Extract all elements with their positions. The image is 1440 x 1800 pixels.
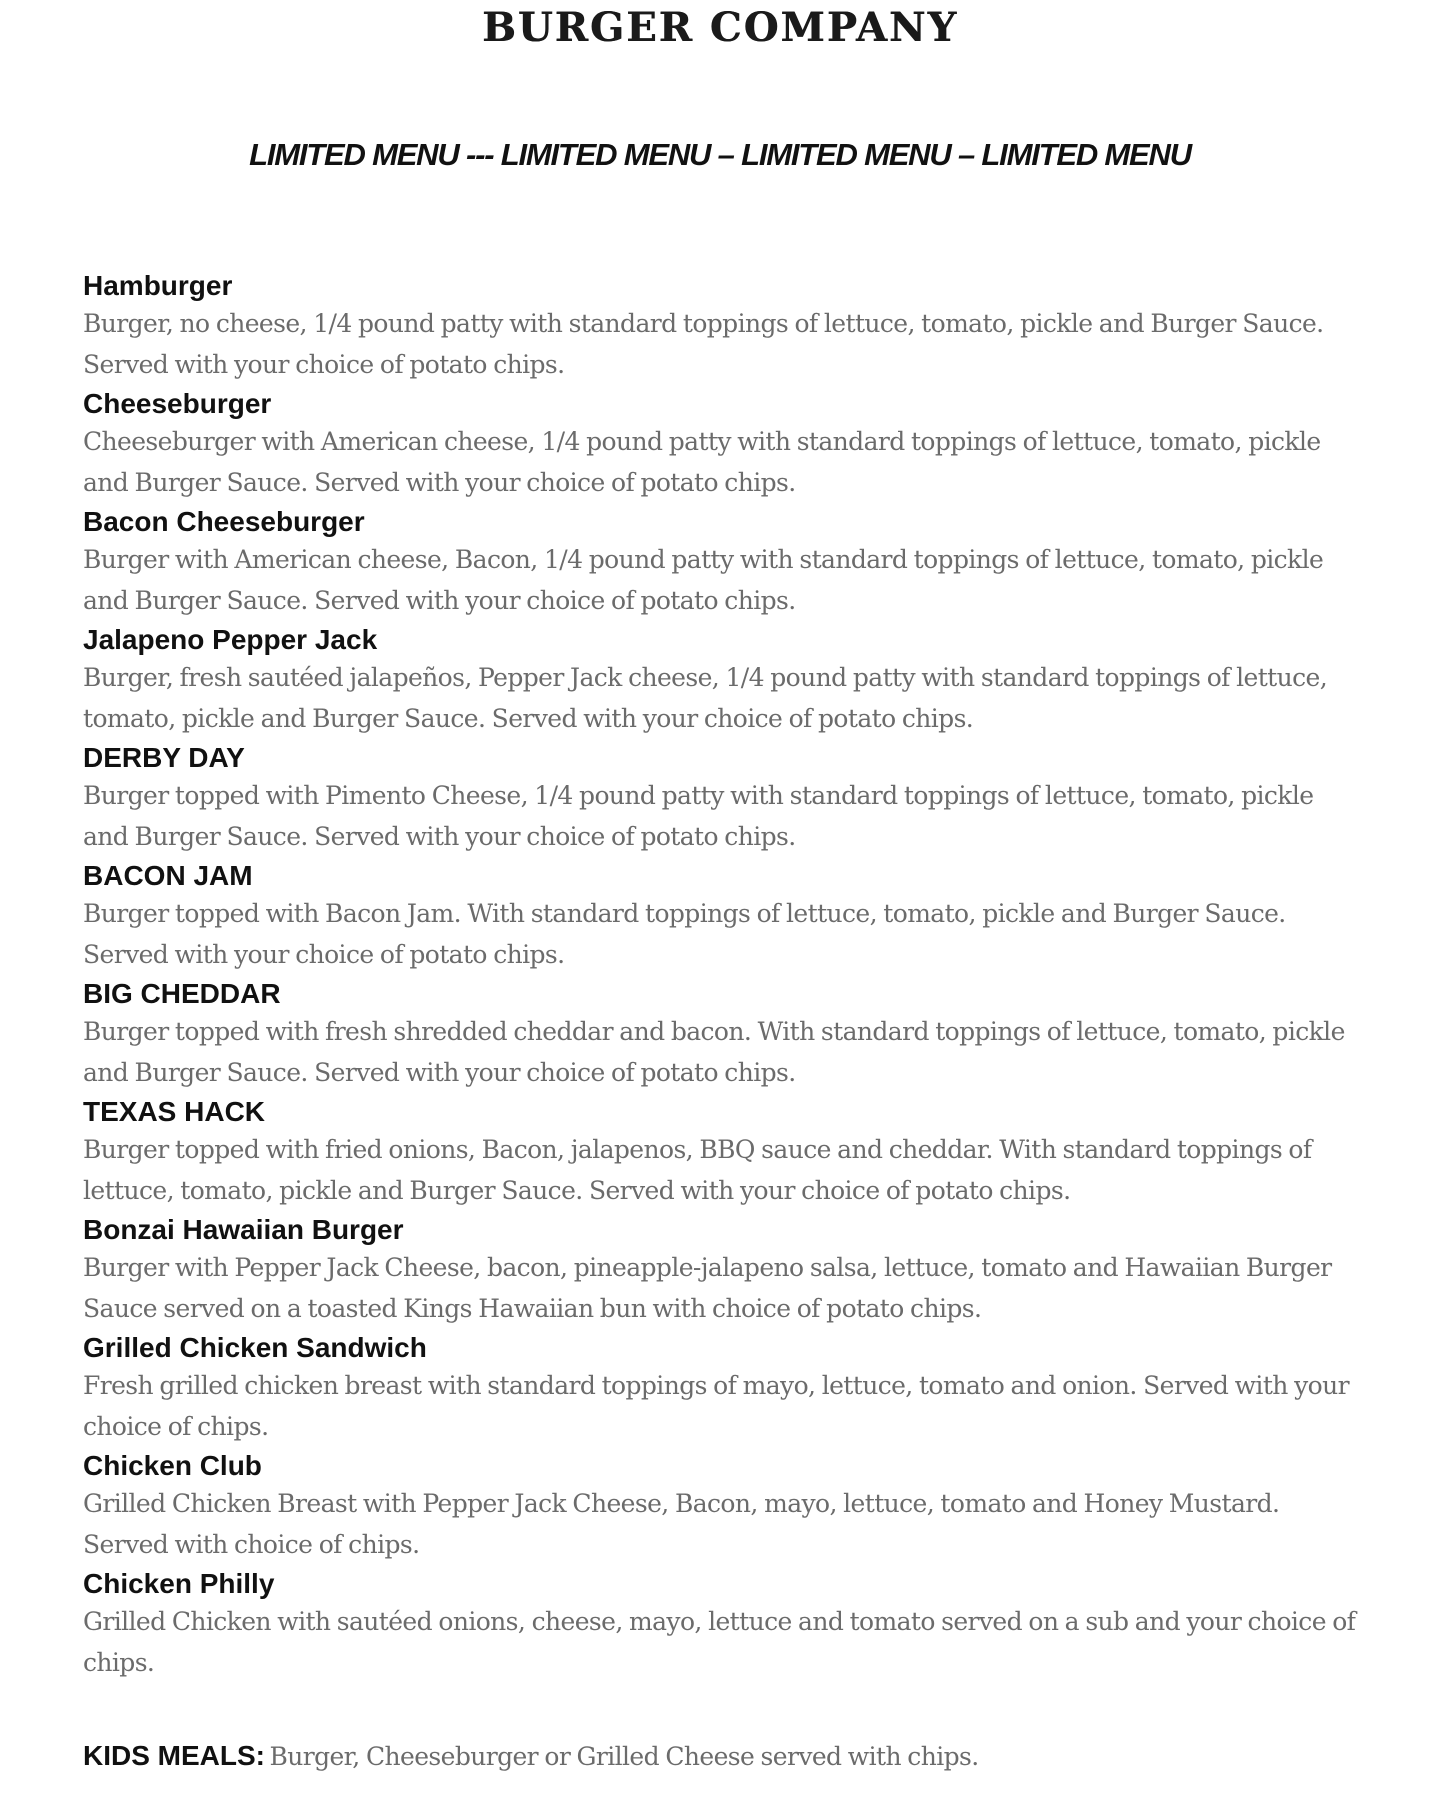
menu-item	[83, 1565, 1363, 1683]
kids-meals-label: KIDS MEALS:	[83, 1740, 265, 1771]
menu-item-name: DERBY DAY	[83, 742, 245, 773]
brand-title: BURGER COMPANY	[481, 4, 959, 51]
menu-item	[83, 1093, 1363, 1211]
menu-item-name: Jalapeno Pepper Jack	[83, 624, 378, 655]
menu-item-name: TEXAS HACK	[83, 1096, 266, 1127]
menu-item	[83, 267, 1363, 385]
menu-item-description: Fresh grilled chicken breast with standard toppings of mayo, lettuce, tomato and onion. Served with your choice of chips.	[83, 1371, 1349, 1441]
menu-item-name: Chicken Philly	[83, 1568, 275, 1599]
menu-item-description: Burger topped with Pimento Cheese, 1/4 pound patty with standard toppings of lettuce, tomato, pickle and Burger Sauce. Served with your choice of potato chips.	[83, 781, 1314, 851]
menu-item-name: Chicken Club	[83, 1450, 262, 1481]
menu-item	[83, 1211, 1363, 1329]
menu-list	[83, 267, 1363, 1683]
menu-item-description: Burger, no cheese, 1/4 pound patty with standard toppings of lettuce, tomato, pickle and Burger Sauce. Served with your choice of potato chips.	[83, 309, 1324, 379]
kids-meals-description: Burger, Cheeseburger or Grilled Cheese served with chips.	[269, 1742, 979, 1771]
menu-item	[83, 1329, 1363, 1447]
menu-item-description: Burger with Pepper Jack Cheese, bacon, pineapple-jalapeno salsa, lettuce, tomato and Hawaiian Burger Sauce served on a toasted Kings Hawaiian bun with choice of potato chips.	[83, 1253, 1332, 1323]
kids-meals	[83, 1740, 1383, 1772]
menu-item-description: Burger, fresh sautéed jalapeños, Pepper Jack cheese, 1/4 pound patty with standard toppings of lettuce, tomato, pickle and Burger Sauce. Served with your choice of potato chips.	[83, 663, 1328, 733]
menu-item	[83, 1447, 1363, 1565]
menu-item-name: Hamburger	[83, 270, 233, 301]
menu-item	[83, 857, 1363, 975]
limited-menu-banner: LIMITED MENU --- LIMITED MENU – LIMITED MENU – LIMITED MENU	[249, 137, 1191, 172]
menu-item-name: Bacon Cheeseburger	[83, 506, 365, 537]
menu-item	[83, 739, 1363, 857]
menu-item-description: Grilled Chicken with sautéed onions, cheese, mayo, lettuce and tomato served on a sub and your choice of chips.	[83, 1607, 1356, 1677]
menu-item-name: Cheeseburger	[83, 388, 272, 419]
menu-item-description: Burger with American cheese, Bacon, 1/4 pound patty with standard toppings of lettuce, tomato, pickle and Burger Sauce. Served with your choice of potato chips.	[83, 545, 1324, 615]
menu-item-name: BIG CHEDDAR	[83, 978, 281, 1009]
menu-item-name: BACON JAM	[83, 860, 253, 891]
menu-item-name: Bonzai Hawaiian Burger	[83, 1214, 404, 1245]
menu-item	[83, 503, 1363, 621]
menu-item	[83, 975, 1363, 1093]
menu-item-description: Burger topped with fried onions, Bacon, jalapenos, BBQ sauce and cheddar. With standard toppings of lettuce, tomato, pickle and Burger Sauce. Served with your choice of potato chips.	[83, 1135, 1312, 1205]
menu-item-description: Burger topped with fresh shredded cheddar and bacon. With standard toppings of lettuce, tomato, pickle and Burger Sauce. Served with your choice of potato chips.	[83, 1017, 1345, 1087]
menu-item-description: Burger topped with Bacon Jam. With standard toppings of lettuce, tomato, pickle and Burger Sauce. Served with your choice of potato chips.	[83, 899, 1286, 969]
menu-item-description: Grilled Chicken Breast with Pepper Jack Cheese, Bacon, mayo, lettuce, tomato and Honey Mustard. Served with choice of chips.	[83, 1489, 1280, 1559]
menu-item	[83, 385, 1363, 503]
menu-item-description: Cheeseburger with American cheese, 1/4 pound patty with standard toppings of lettuce, tomato, pickle and Burger Sauce. Served with your choice of potato chips.	[83, 427, 1321, 497]
menu-item-name: Grilled Chicken Sandwich	[83, 1332, 427, 1363]
menu-item	[83, 621, 1363, 739]
